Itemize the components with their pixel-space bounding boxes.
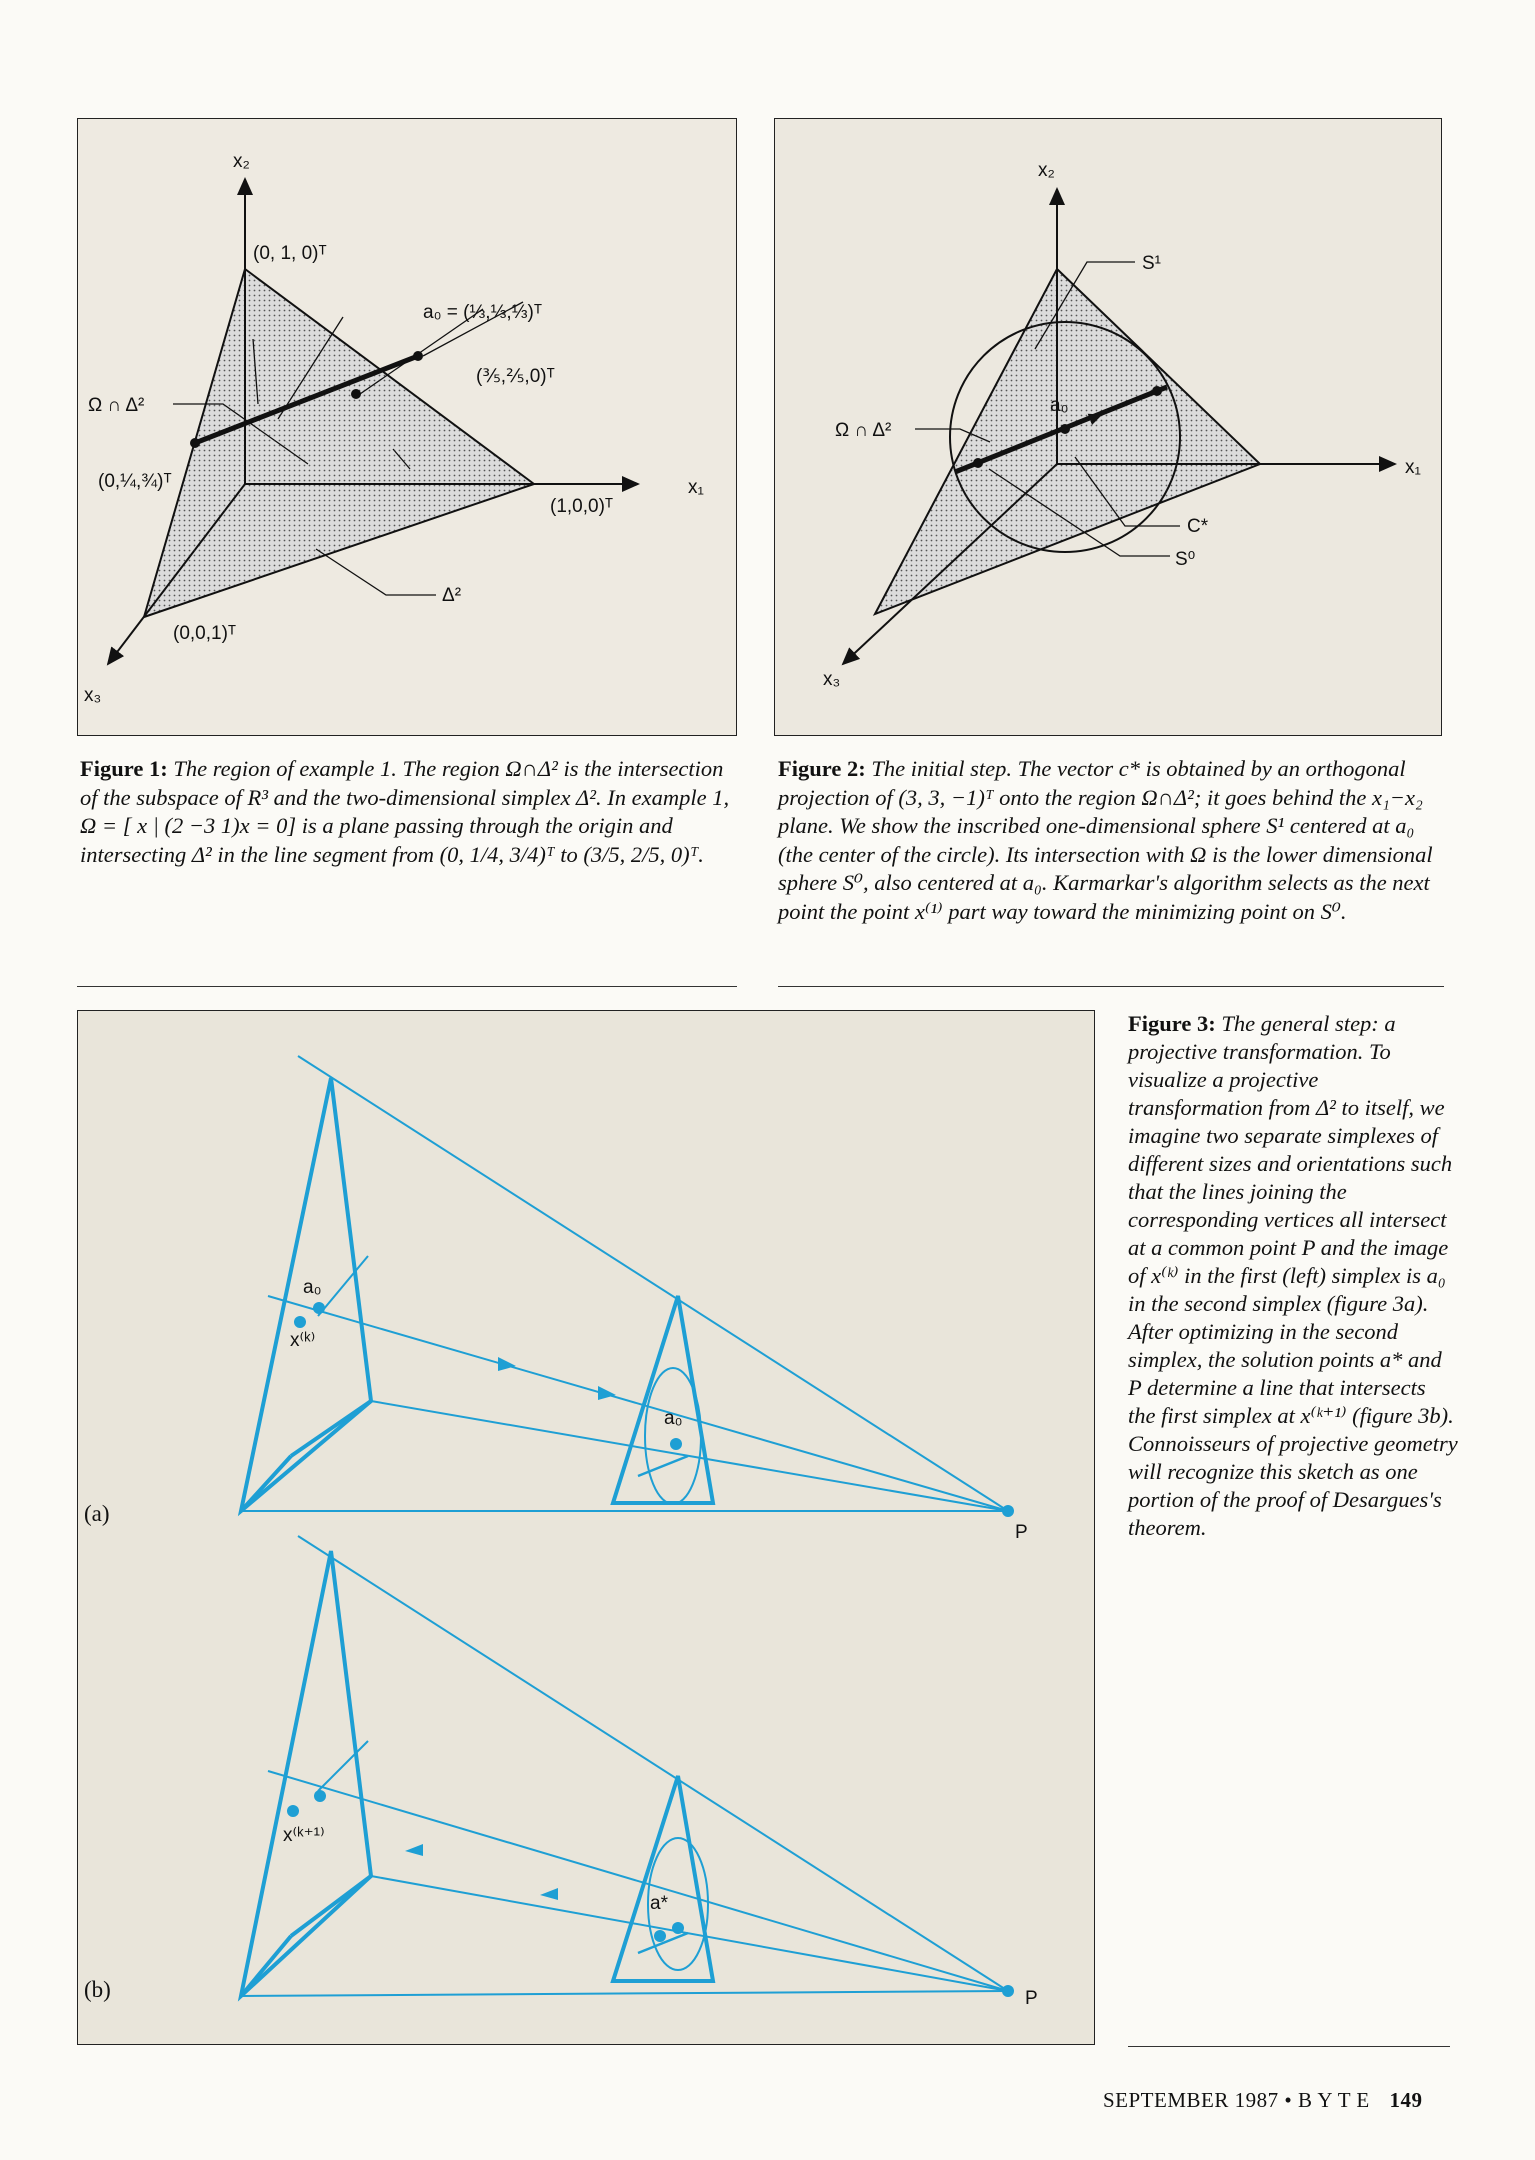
a0-left-dot: [313, 1302, 325, 1314]
panel-a: [241, 1056, 1008, 1511]
figure-1-caption-label: Figure 1:: [80, 756, 168, 781]
figure-3-diagram: [77, 1010, 1095, 2045]
p-point-b: [1002, 1985, 1014, 1997]
fig2-s0-label: S⁰: [1175, 549, 1196, 570]
arrow-b2: [540, 1888, 558, 1900]
figure-1-caption: [80, 755, 740, 869]
rule-under-caption-2: [778, 986, 1444, 987]
s0-left-dot: [973, 458, 983, 468]
figure-2-caption-text: The initial step. The vector c* is obtained by an orthogonal projection of (3, 3, −1)ᵀ onto the region Ω∩Δ²; it goes behind the x₁−x₂ plane. We show the inscribed one-dimensional sphere S¹ centered at a₀ (the center of the circle). Its intersection with Ω is the lower dimensional sphere S⁰, also centered at a₀. Karmarkar's algorithm selects as the next point the point x⁽¹⁾ part way toward the minimizing point on S⁰.: [778, 756, 1433, 924]
fig3b-xk1-label: x⁽ᵏ⁺¹⁾: [283, 1825, 325, 1846]
p-point-a: [1002, 1505, 1014, 1517]
page-footer: [1103, 2088, 1422, 2113]
rule-under-caption-1: [77, 986, 737, 987]
rule-above-footer: [1128, 2046, 1450, 2047]
fig1-right-vertex-label: (1,0,0)ᵀ: [550, 496, 614, 517]
fig2-a0-label: a₀: [1050, 395, 1069, 416]
fig2-x3-label: x₃: [823, 669, 841, 690]
fig1-x1-label: x₁: [688, 477, 704, 498]
fig1-bottom-vertex-label: (0,0,1)ᵀ: [173, 623, 237, 644]
fig1-top-vertex-label: (0, 1, 0)ᵀ: [253, 243, 327, 264]
figure-2-caption-label: Figure 2:: [778, 756, 866, 781]
arrow-b1: [405, 1844, 423, 1856]
figure-2-diagram: [774, 118, 1442, 736]
fig1-x2-label: x₂: [233, 151, 250, 172]
left-point-dot: [190, 438, 200, 448]
fig3-panel-a-tag: (a): [84, 1501, 110, 1526]
xk-dot: [294, 1316, 306, 1328]
fig1-omega-delta-label: Ω ∩ Δ²: [88, 395, 145, 416]
page-number: 149: [1389, 2088, 1423, 2112]
a-star-dot: [654, 1930, 666, 1942]
arrow-a2: [598, 1386, 616, 1400]
fig1-right-point-label: (⅗,⅖,0)ᵀ: [476, 366, 555, 387]
footer-issue: SEPTEMBER 1987 • B Y T E: [1103, 2088, 1370, 2112]
figure-1-diagram: [77, 118, 737, 736]
a-star-dot-2: [672, 1922, 684, 1934]
xk1-dot-2: [314, 1790, 326, 1802]
fig3a-xk-label: x⁽ᵏ⁾: [290, 1330, 316, 1351]
fig2-x1-label: x₁: [1405, 457, 1421, 478]
fig3-panel-b-tag: (b): [84, 1977, 111, 2002]
fig3a-a0-left-label: a₀: [303, 1277, 322, 1298]
a0-dot: [351, 389, 361, 399]
arrow-a1: [498, 1357, 516, 1371]
fig1-left-point-label: (0,¼,¾)ᵀ: [98, 471, 172, 492]
figure-2-caption: [778, 755, 1443, 926]
fig3a-p-label: P: [1015, 1522, 1028, 1543]
figure-3-caption: [1128, 1010, 1458, 1542]
fig1-x3-label: x₃: [84, 685, 102, 706]
figure-3-caption-text: The general step: a projective transformation. To visualize a projective transformation from Δ² to itself, we imagine two separate simplexes of different sizes and orientations such that the lines joining the corresponding vertices all intersect at a common point P and the image of x⁽ᵏ⁾ in the first (left) simplex is a₀ in the second simplex (figure 3a). After optimizing in the second simplex, the solution points a* and P determine a line that intersects the first simplex at x⁽ᵏ⁺¹⁾ (figure 3b). Connoisseurs of projective geometry will recognize this sketch as one portion of the proof of Desargues's theorem.: [1128, 1011, 1458, 1540]
fig2-s1-label: S¹: [1142, 253, 1161, 274]
panel-b: [241, 1536, 1008, 1996]
a0-right-dot: [670, 1438, 682, 1450]
fig2-c-star-label: C*: [1187, 516, 1209, 537]
figure-3-caption-label: Figure 3:: [1128, 1011, 1216, 1036]
figure-2-svg: [775, 119, 1442, 736]
fig2-omega-delta-label: Ω ∩ Δ²: [835, 420, 892, 441]
figure-3-svg: [78, 1011, 1095, 2045]
figure-1-svg: [78, 119, 737, 736]
xk1-dot: [287, 1805, 299, 1817]
fig1-a0-label: a₀ = (⅓,⅓,⅓)ᵀ: [423, 302, 543, 323]
fig1-delta2-label: Δ²: [442, 585, 462, 606]
figure-1-caption-text: The region of example 1. The region Ω∩Δ² is the intersection of the subspace of R³ and the two-dimensional simplex Δ². In example 1, Ω = [ x | (2 −3 1)x = 0] is a plane passing through the origin and intersecting Δ² in the line segment from (0, 1/4, 3/4)ᵀ to (3/5, 2/5, 0)ᵀ.: [80, 756, 730, 867]
fig2-x2-label: x₂: [1038, 160, 1055, 181]
simplex-delta2: [875, 269, 1260, 614]
fig3b-a-star-label: a*: [650, 1893, 668, 1914]
fig3a-a0-right-label: a₀: [664, 1408, 683, 1429]
fig3b-p-label: P: [1025, 1988, 1038, 2009]
s0-right-dot: [1152, 386, 1162, 396]
